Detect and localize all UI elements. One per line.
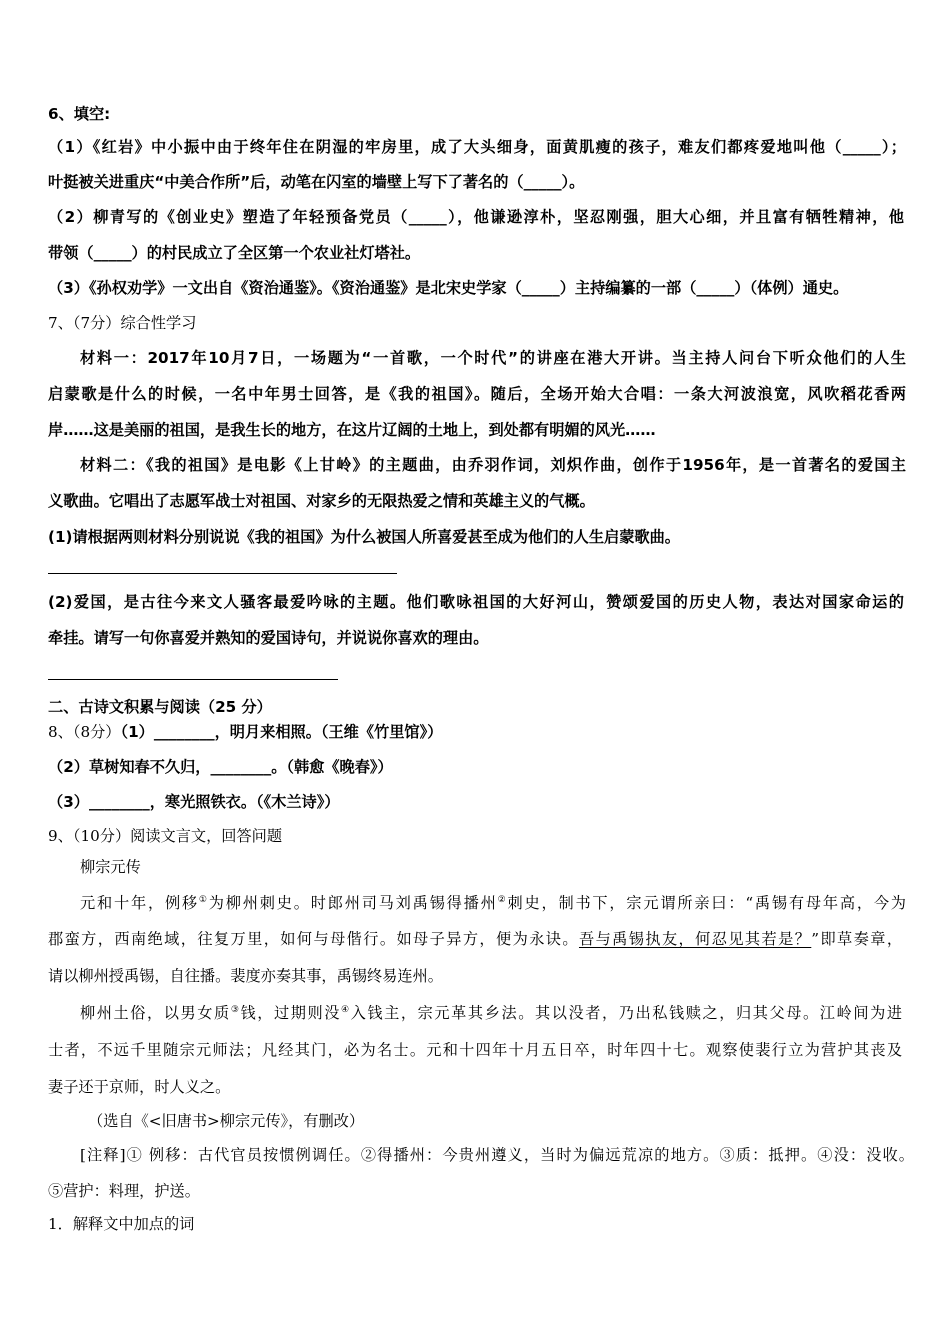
q6-line-5: （3）《孙权劝学》一文出自《资治通鉴》。《资治通鉴》是北宋史学家（_____）主持编纂的一部（_____）（体例）通史。: [48, 279, 849, 297]
q7-material-1-line-2: 启蒙歌是什么的时候，一名中年男士回答，是《我的祖国》。随后，全场开始大合唱：一条大河波浪宽，风吹稻花香两: [48, 385, 906, 403]
q9-notes-line-1: [注释]① 例移：古代官员按惯例调任。②得播州：今贵州遵义，当时为偏远荒凉的地方。③质：抵押。④没：没收。: [80, 1146, 914, 1164]
q9-title: 9、（10分）阅读文言文，回答问题: [48, 827, 283, 845]
q9-passage-p2-line-1: [80, 1003, 902, 1023]
q7-answer-line-2[interactable]: [48, 679, 338, 680]
q6-line-1: （1）《红岩》中小振中由于终年住在阴湿的牢房里，成了大头细身，面黄肌瘦的孩子，难友们都疼爱地叫他（_____）；: [48, 138, 906, 156]
q9-passage-p1-line-2: [48, 929, 902, 949]
q8-item-3: （3）________，寒光照铁衣。（《木兰诗》）: [48, 793, 340, 811]
q8-line-1: [48, 722, 442, 742]
p1-seg-5: ”即草奏章，: [811, 930, 903, 948]
note-ref-3: ③: [230, 1004, 241, 1015]
p2-seg-3: 入钱主，宗元革其乡法。其以没者，乃出私钱赎之，归其父母。江岭间为进: [350, 1004, 903, 1022]
q7-material-2-line-2: 义歌曲。它唱出了志愿军战士对祖国、对家乡的无限热爱之情和英雄主义的气概。: [48, 492, 595, 510]
note-ref-2: ②: [497, 894, 508, 905]
q7-sub-1: (1)请根据两则材料分别说说《我的祖国》为什么被国人所喜爱甚至成为他们的人生启蒙歌曲。: [48, 528, 680, 546]
section-2-title: 二、古诗文积累与阅读（25 分）: [48, 698, 272, 716]
p1-seg-1: 元和十年，例移: [80, 894, 199, 912]
q7-material-2-line-1: 材料二：《我的祖国》是电影《上甘岭》的主题曲，由乔羽作词，刘炽作曲，创作于1956年，是一首著名的爱国主: [80, 456, 906, 474]
q9-source: （选自《<旧唐书>柳宗元传》，有删改）: [88, 1112, 365, 1130]
q7-sub-2-line-1: (2)爱国，是古往今来文人骚客最爱吟咏的主题。他们歌咏祖国的大好河山，赞颂爱国的历史人物，表达对国家命运的: [48, 593, 904, 611]
q6-line-4: 带领（_____）的村民成立了全区第一个农业社灯塔社。: [48, 244, 421, 262]
q7-material-1-line-1: 材料一：2017年10月7日，一场题为“一首歌，一个时代”的讲座在港大开讲。当主持人问台下听众他们的人生: [80, 349, 906, 367]
q9-passage-heading: 柳宗元传: [80, 858, 141, 876]
note-ref-1: ①: [198, 894, 209, 905]
p2-seg-1: 柳州土俗，以男女质: [80, 1004, 231, 1022]
underlined-sentence: 吾与禹锡执友，何忍见其若是？: [578, 930, 812, 948]
q9-passage-p2-line-3: 妻子还于京师，时人义之。: [48, 1078, 231, 1096]
q9-notes-line-2: ⑤营护：料理，护送。: [48, 1182, 200, 1200]
note-ref-4: ④: [341, 1004, 351, 1015]
q6-title: 6、填空:: [48, 105, 111, 123]
p1-seg-2: 为柳州刺史。时郎州司马刘禹锡得播州: [208, 894, 498, 912]
q8-prefix: 8、（8分）: [48, 723, 121, 741]
q9-passage-p1-line-1: [80, 893, 906, 913]
q6-line-2: 叶挺被关进重庆“中美合作所”后，动笔在闪室的墙壁上写下了著名的（_____）。: [48, 173, 585, 191]
q9-sub-question-1: 1．解释文中加点的词: [48, 1215, 195, 1233]
q7-title: 7、（7分）综合性学习: [48, 314, 197, 332]
q8-item-1: （1）________，明月来相照。（王维《竹里馆》）: [120, 723, 443, 741]
q8-item-2: （2）草树知春不久归，________。（韩愈《晚春》）: [48, 758, 393, 776]
p1-seg-4: 郡蛮方，西南绝域，往复万里，如何与母偕行。如母子异方，便为永诀。: [48, 930, 579, 948]
q7-material-1-line-3: 岸……这是美丽的祖国，是我生长的地方，在这片辽阔的土地上，到处都有明媚的风光……: [48, 421, 656, 439]
q7-answer-line-1[interactable]: [48, 573, 397, 574]
q7-sub-2-line-2: 牵挂。请写一句你喜爱并熟知的爱国诗句，并说说你喜欢的理由。: [48, 629, 489, 647]
q9-passage-p2-line-2: 士者，不远千里随宗元师法；凡经其门，必为名士。元和十四年十月五日卒，时年四十七。观察使裴行立为营护其丧及: [48, 1041, 902, 1059]
q9-passage-p1-line-3: 请以柳州授禹锡，自往播。裴度亦奏其事，禹锡终易连州。: [48, 967, 443, 985]
p2-seg-2: 钱，过期则没: [240, 1004, 341, 1022]
p1-seg-3: 刺史，制书下，宗元谓所亲曰：“禹锡有母年高，今为: [507, 894, 906, 912]
q6-line-3: （2）柳青写的《创业史》塑造了年轻预备党员（_____），他谦逊淳朴，坚忍刚强，胆大心细，并且富有牺牲精神，他: [48, 208, 904, 226]
